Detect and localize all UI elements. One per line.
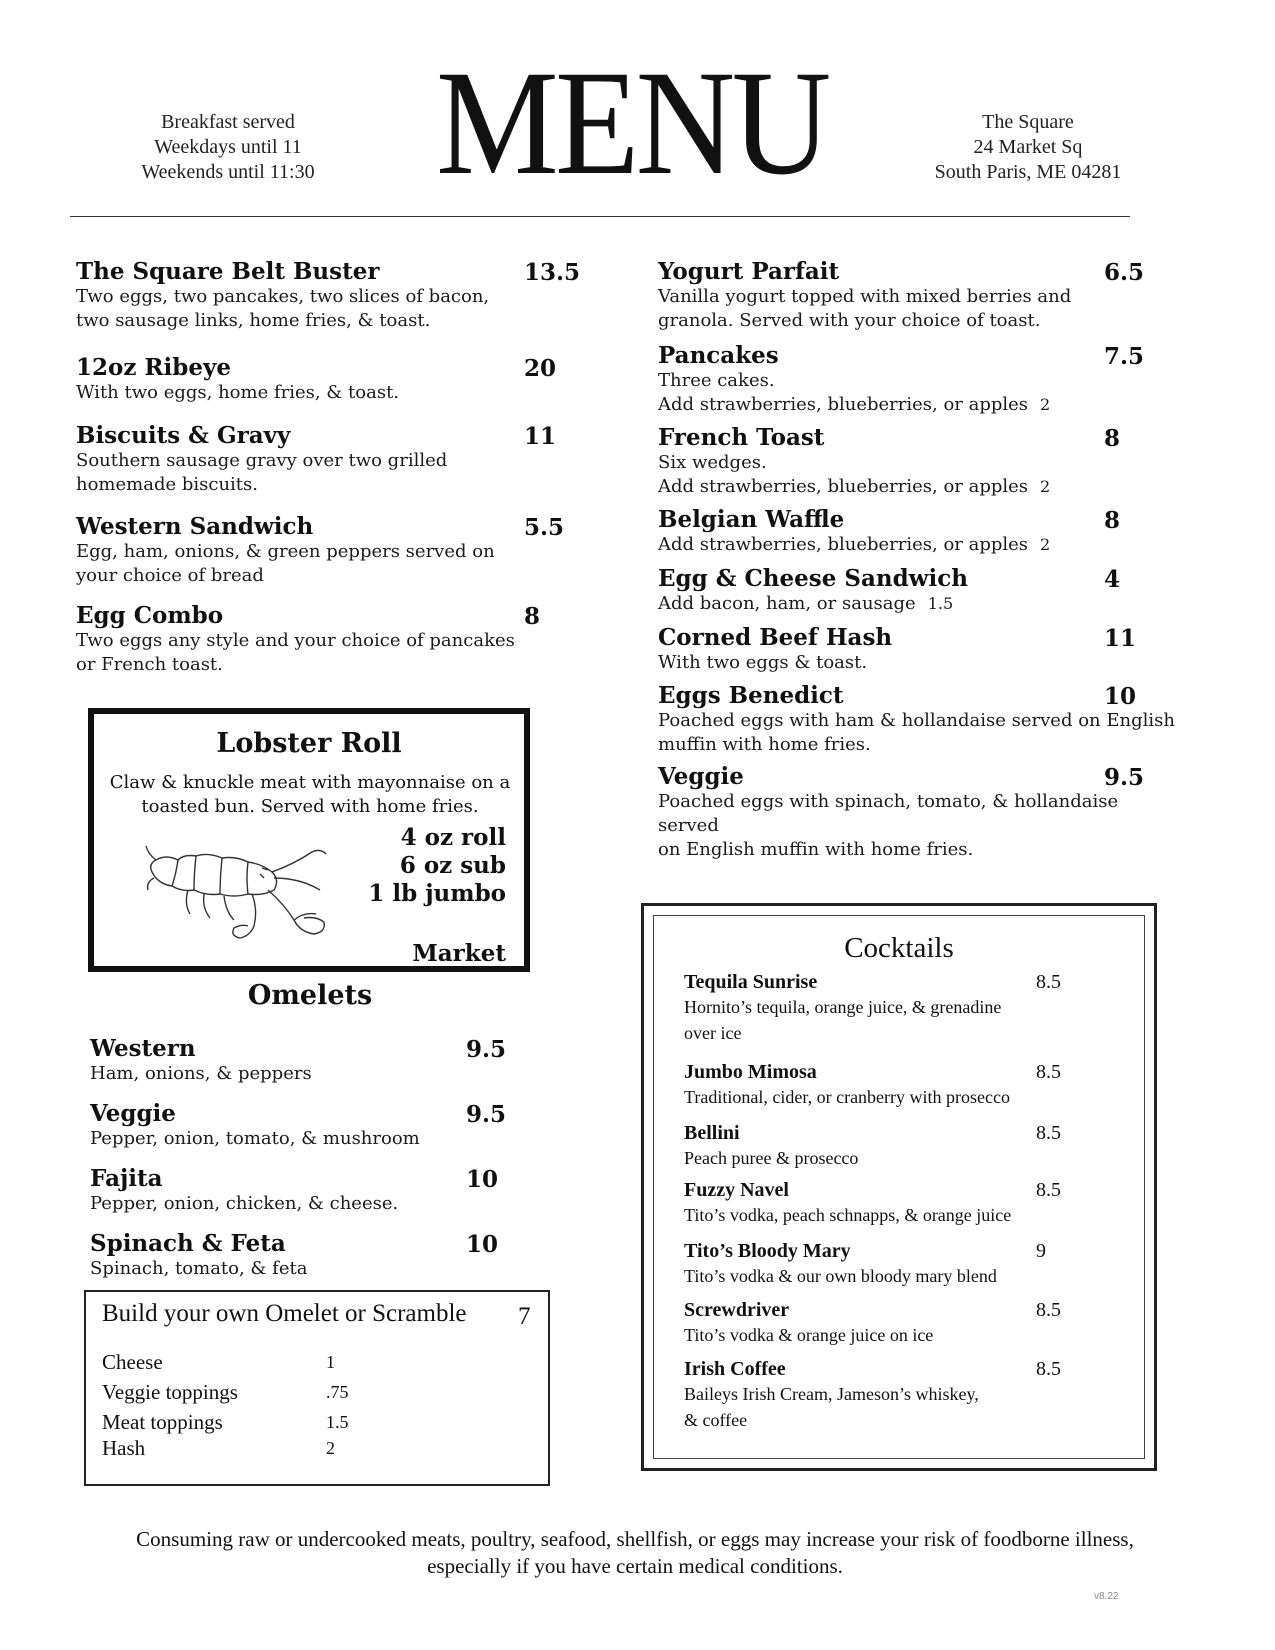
omelet-veggie [90,1100,530,1151]
item-price: 11 [1104,625,1137,652]
build-your-own-box [84,1290,550,1486]
item-name: Pancakes [658,342,779,369]
item-price: 8 [1104,507,1121,534]
item-desc: Six wedges. [658,452,767,473]
disclaimer-line: Consuming raw or undercooked meats, poultry, seafood, shellfish, or eggs may increase your risk of foodborne illness, [136,1527,1134,1551]
item-name: Yogurt Parfait [658,258,840,285]
item-name: Fajita [90,1165,163,1192]
hours-line: Weekends until 11:30 [141,161,315,183]
hours-line: Weekdays until 11 [154,136,302,158]
item-name: Veggie [658,763,744,790]
cocktail-desc: & coffee [684,1410,748,1430]
item-name: Egg & Cheese Sandwich [658,565,968,592]
menu-item-ribeye [76,354,576,405]
byo-option [102,1408,349,1436]
byo-option [102,1348,335,1376]
cocktail-item [684,1298,1064,1348]
cocktail-desc: Hornito’s tequila, orange juice, & grenadine [684,997,1002,1017]
lobster-roll-title: Lobster Roll [216,728,402,759]
address-line: The Square [982,111,1074,133]
lobster-roll-box [88,708,530,972]
addon-price: 1.5 [927,594,954,613]
item-desc: Two eggs, two pancakes, two slices of bacon, [76,286,490,307]
lobster-size-4oz: 4 oz roll [400,824,506,851]
cocktail-desc: Traditional, cider, or cranberry with prosecco [684,1087,1011,1107]
item-price: 13.5 [524,259,581,286]
cocktail-name: Tequila Sunrise [684,971,818,993]
build-your-own-title: Build your own Omelet or Scramble [102,1300,467,1327]
item-price: 20 [524,355,557,382]
cocktails-title: Cocktails [844,932,954,964]
item-name: The Square Belt Buster [76,258,380,285]
build-your-own-price: 7 [518,1303,531,1330]
item-addon [658,393,1178,417]
cocktail-name: Tito’s Bloody Mary [684,1240,851,1262]
version-label: v8.22 [1094,1591,1119,1602]
disclaimer-line: especially if you have certain medical conditions. [427,1554,843,1578]
byo-option-name: Veggie toppings [102,1380,238,1404]
cocktail-name: Fuzzy Navel [684,1179,789,1201]
address-line: 24 Market Sq [973,136,1083,158]
byo-option-name: Hash [102,1436,146,1460]
cocktail-price: 9 [1036,1240,1046,1262]
addon-price: 2 [1040,395,1051,414]
lobster-size-6oz: 6 oz sub [399,852,506,879]
item-desc: two sausage links, home fries, & toast. [76,310,431,331]
item-name: Biscuits & Gravy [76,422,291,449]
cocktail-desc: Tito’s vodka & orange juice on ice [684,1325,934,1345]
item-desc: your choice of bread [76,565,264,586]
hours-line: Breakfast served [161,111,295,133]
address-line: South Paris, ME 04281 [934,161,1122,183]
lobster-desc-line: toasted bun. Served with home fries. [141,796,479,817]
menu-item-pancakes [658,342,1178,417]
cocktail-item [684,1060,1064,1110]
item-name: Western Sandwich [76,513,314,540]
menu-item-western-sandwich [76,513,576,588]
item-desc: Pepper, onion, tomato, & mushroom [90,1128,420,1149]
item-price: 10 [1104,683,1137,710]
cocktail-item [684,1121,1064,1171]
cocktail-name: Bellini [684,1122,740,1144]
cocktail-price: 8.5 [1036,1061,1061,1083]
byo-option-price: 1.5 [326,1412,349,1432]
byo-option-name: Cheese [102,1350,163,1374]
byo-option-name: Meat toppings [102,1410,223,1434]
cocktails-inner-frame [653,915,1145,1459]
menu-item-belt-buster [76,258,581,333]
addon-text: Add strawberries, blueberries, or apples [658,394,1029,415]
item-name: 12oz Ribeye [76,354,231,381]
addon-text: Add bacon, ham, or sausage [658,593,916,614]
cocktail-item [684,1357,1064,1433]
addon-text: Add strawberries, blueberries, or apples [658,476,1029,497]
item-desc: Egg, ham, onions, & green peppers served on [76,541,495,562]
menu-item-corned-beef-hash [658,624,1178,675]
byo-option-price: 1 [326,1352,335,1372]
item-price: 7.5 [1104,343,1145,370]
item-price: 5.5 [524,514,565,541]
lobster-icon [144,834,334,950]
restaurant-address [918,110,1138,185]
item-desc: granola. Served with your choice of toast. [658,310,1041,331]
item-name: Spinach & Feta [90,1230,286,1257]
menu-item-biscuits-gravy [76,422,576,497]
addon-text: Add strawberries, blueberries, or apples [658,534,1029,555]
item-desc: Two eggs any style and your choice of pancakes [76,630,515,651]
item-desc: or French toast. [76,654,223,675]
item-price: 9.5 [466,1101,507,1128]
item-price: 10 [466,1231,499,1258]
cocktail-name: Irish Coffee [684,1358,786,1380]
item-addon [658,533,1178,557]
item-addon [658,592,1178,616]
menu-item-egg-combo [76,602,576,677]
item-desc: Poached eggs with ham & hollandaise served on English [658,710,1175,731]
menu-item-veggie-benedict [658,763,1178,862]
item-name: Egg Combo [76,602,224,629]
item-desc: on English muffin with home fries. [658,839,974,860]
omelet-western [90,1035,530,1086]
item-price: 6.5 [1104,259,1145,286]
cocktail-price: 8.5 [1036,1179,1061,1201]
item-name: French Toast [658,424,825,451]
menu-item-eggs-benedict [658,682,1178,757]
omelet-spinach-feta [90,1230,530,1281]
cocktail-price: 8.5 [1036,1299,1061,1321]
addon-price: 2 [1040,477,1051,496]
item-desc: Pepper, onion, chicken, & cheese. [90,1193,399,1214]
byo-option-price: .75 [326,1382,349,1402]
item-name: Veggie [90,1100,176,1127]
byo-option [102,1378,349,1406]
item-name: Western [90,1035,196,1062]
item-price: 11 [524,423,557,450]
menu-item-egg-cheese-sandwich [658,565,1178,616]
cocktail-desc: Tito’s vodka, peach schnapps, & orange juice [684,1205,1012,1225]
item-price: 10 [466,1166,499,1193]
cocktail-desc: Tito’s vodka & our own bloody mary blend [684,1266,997,1286]
item-desc: Southern sausage gravy over two grilled [76,450,448,471]
menu-item-french-toast [658,424,1178,499]
item-addon [658,475,1178,499]
byo-option-price: 2 [326,1438,335,1458]
breakfast-hours [118,110,338,185]
cocktail-desc: Peach puree & prosecco [684,1148,859,1168]
item-desc: With two eggs & toast. [658,652,868,673]
cocktail-item [684,1239,1064,1289]
lobster-size-1lb: 1 lb jumbo [368,880,506,907]
item-name: Belgian Waffle [658,506,845,533]
header-divider [70,216,1130,217]
item-desc: Poached eggs with spinach, tomato, & hollandaise served [658,791,1119,836]
item-desc: Ham, onions, & peppers [90,1063,312,1084]
omelet-fajita [90,1165,530,1216]
omelets-title: Omelets [247,980,373,1011]
page-title: MENU [436,40,828,206]
item-desc: Spinach, tomato, & feta [90,1258,308,1279]
item-price: 4 [1104,566,1121,593]
cocktail-price: 8.5 [1036,971,1061,993]
item-price: 9.5 [1104,764,1145,791]
lobster-roll-desc [108,771,512,819]
cocktail-desc: Baileys Irish Cream, Jameson’s whiskey, [684,1384,979,1404]
health-disclaimer [90,1526,1180,1580]
cocktail-item [684,970,1064,1046]
item-price: 9.5 [466,1036,507,1063]
menu-item-belgian-waffle [658,506,1178,557]
addon-price: 2 [1040,535,1051,554]
cocktail-price: 8.5 [1036,1358,1061,1380]
item-desc: With two eggs, home fries, & toast. [76,382,400,403]
cocktail-price: 8.5 [1036,1122,1061,1144]
item-name: Corned Beef Hash [658,624,893,651]
cocktail-item [684,1178,1064,1228]
menu-item-yogurt-parfait [658,258,1178,333]
cocktail-name: Screwdriver [684,1299,790,1321]
item-price: 8 [1104,425,1121,452]
item-desc: Three cakes. [658,370,775,391]
lobster-desc-line: Claw & knuckle meat with mayonnaise on a [109,772,511,793]
cocktail-name: Jumbo Mimosa [684,1061,817,1083]
cocktails-box [641,903,1157,1471]
item-price: 8 [524,603,541,630]
item-desc: homemade biscuits. [76,474,258,495]
lobster-price: Market [412,940,506,967]
item-name: Eggs Benedict [658,682,844,709]
item-desc: Vanilla yogurt topped with mixed berries and [658,286,1072,307]
cocktail-desc: over ice [684,1023,742,1043]
byo-option [102,1434,335,1462]
item-desc: muffin with home fries. [658,734,871,755]
